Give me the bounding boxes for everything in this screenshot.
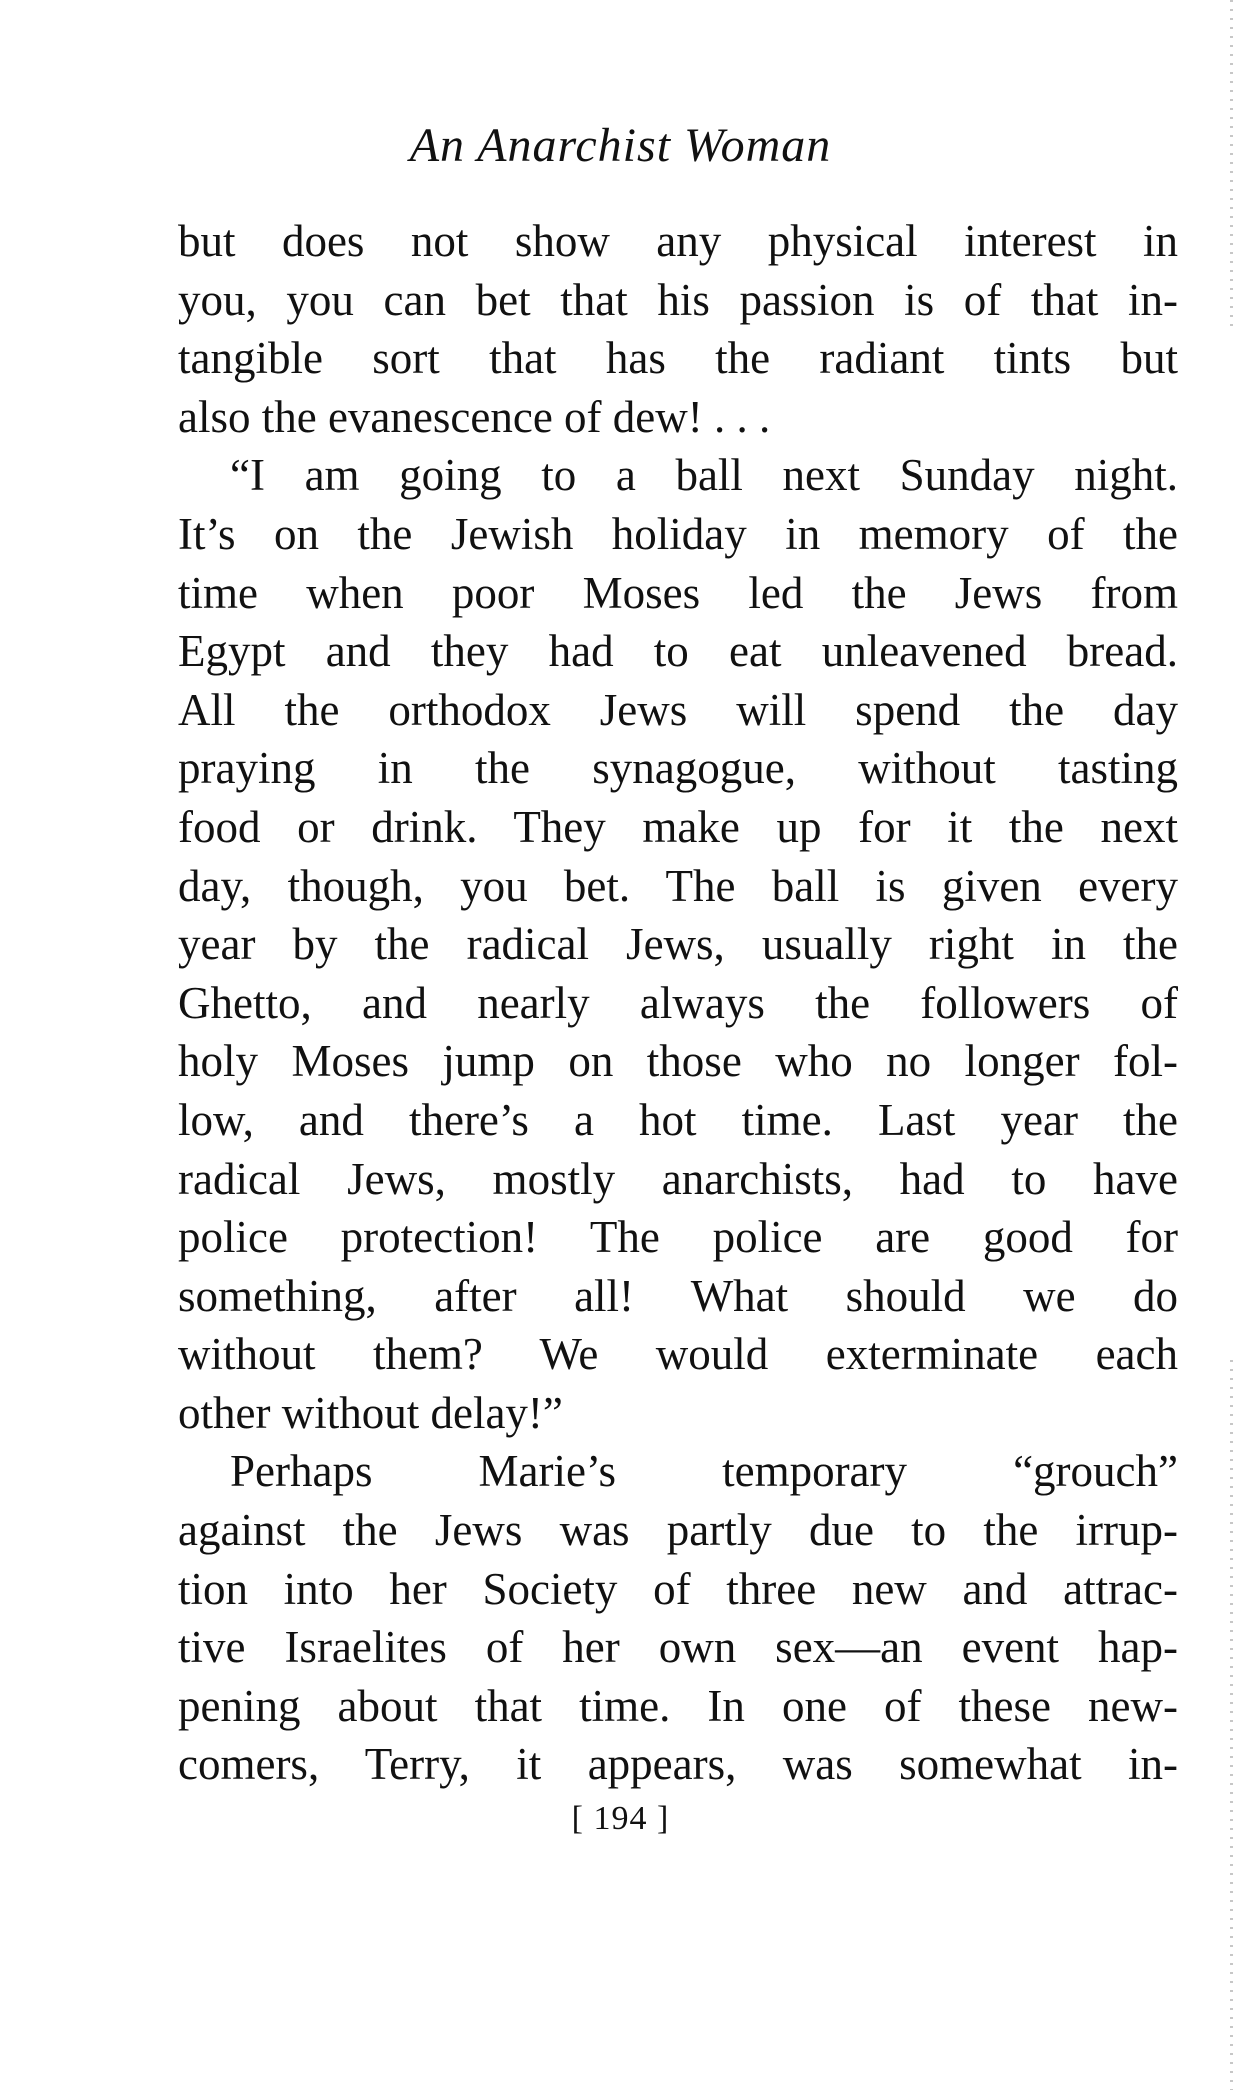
text-line: low, and there’s a hot time. Last year the: [178, 1094, 1178, 1145]
text-line: “I am going to a ball next Sunday night.: [230, 450, 1178, 501]
text-line: other without delay!”: [178, 1387, 563, 1438]
text-line: you, you can bet that his passion is of that in-: [178, 274, 1178, 325]
text-line: praying in the synagogue, without tasting: [178, 743, 1178, 794]
text-line: comers, Terry, it appears, was somewhat in-: [178, 1739, 1178, 1790]
text-line: All the orthodox Jews will spend the day: [178, 684, 1178, 735]
text-line: It’s on the Jewish holiday in memory of the: [178, 508, 1178, 559]
text-line: Egypt and they had to eat unleavened bread.: [178, 626, 1178, 677]
text-line: time when poor Moses led the Jews from: [178, 567, 1178, 618]
text-line: against the Jews was partly due to the irrup-: [178, 1505, 1178, 1556]
text-line: but does not show any physical interest in: [178, 216, 1178, 266]
text-line: also the evanescence of dew! . . .: [178, 391, 771, 442]
body-text: [178, 212, 1178, 1794]
text-line: day, though, you bet. The ball is given every: [178, 860, 1178, 911]
text-line: holy Moses jump on those who no longer fol-: [178, 1036, 1178, 1087]
text-line: radical Jews, mostly anarchists, had to have: [178, 1153, 1178, 1204]
text-line: police protection! The police are good for: [178, 1212, 1178, 1263]
text-line: tangible sort that has the radiant tints but: [178, 333, 1178, 384]
text-line: tive Israelites of her own sex—an event hap-: [178, 1622, 1178, 1673]
page-edge-mark: [1230, 0, 1233, 330]
text-line: without them? We would exterminate each: [178, 1329, 1178, 1380]
text-line: Ghetto, and nearly always the followers of: [178, 977, 1178, 1028]
text-line: pening about that time. In one of these new-: [178, 1680, 1178, 1731]
text-line: year by the radical Jews, usually right in the: [178, 919, 1178, 970]
text-line: tion into her Society of three new and attrac-: [178, 1563, 1178, 1614]
text-line: food or drink. They make up for it the next: [178, 801, 1178, 852]
text-line: Perhaps Marie’s temporary “grouch”: [230, 1446, 1178, 1497]
page-edge-mark: [1230, 1360, 1233, 2090]
running-head: An Anarchist Woman: [409, 119, 832, 172]
page-number: [ 194 ]: [571, 1800, 670, 1837]
text-line: something, after all! What should we do: [178, 1270, 1178, 1321]
